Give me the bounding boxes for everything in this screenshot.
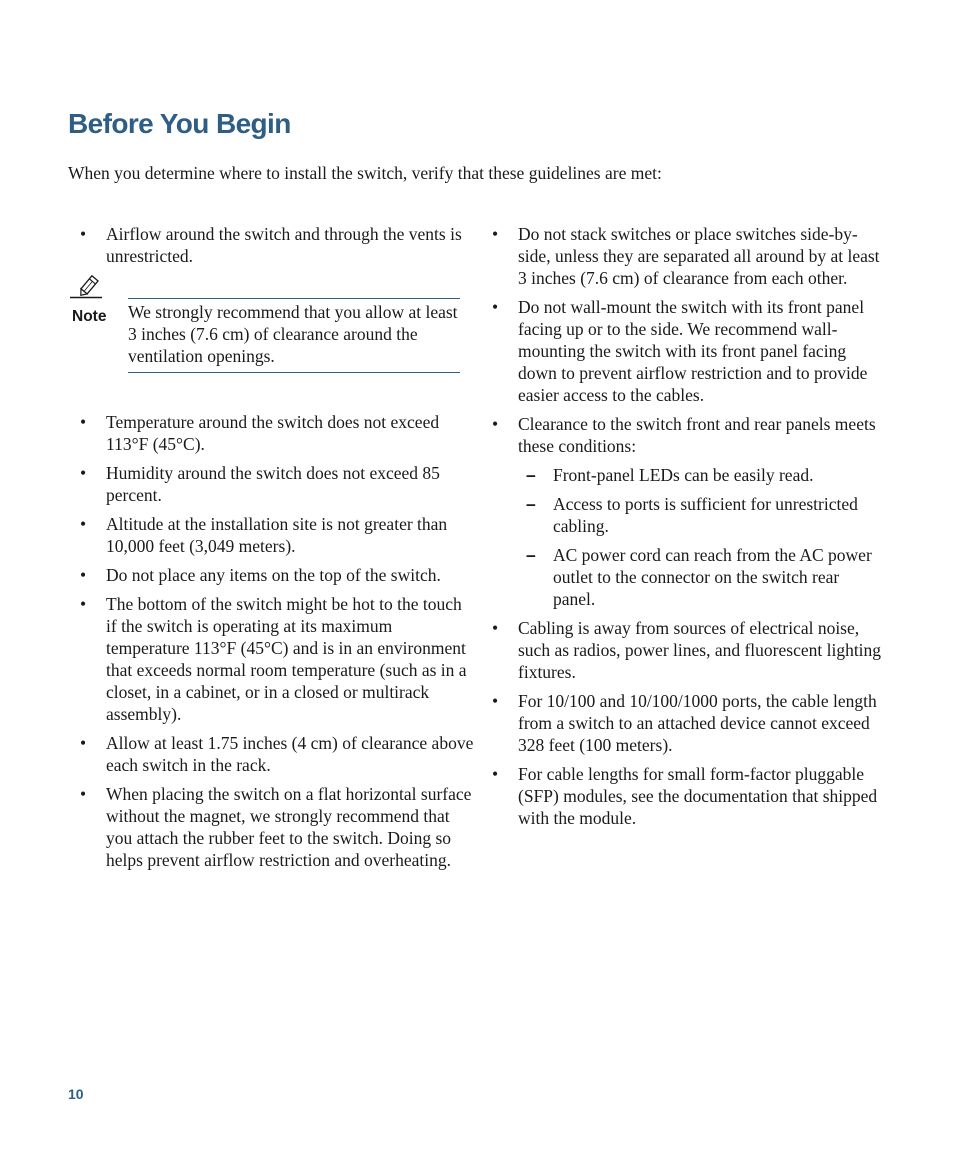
list-item xyxy=(80,593,475,725)
bullet-icon: • xyxy=(80,463,87,483)
list-item-text: Cabling is away from sources of electrical noise, such as radios, power lines, and fluorescent lighting fixtures. xyxy=(518,618,882,682)
list-item-text: Do not wall-mount the switch with its front panel facing up or to the side. We recommend wall-mounting the switch with its front panel facing down to prevent airflow restriction and to provide easier access to the cables. xyxy=(518,297,868,405)
sub-list-item-text: AC power cord can reach from the AC power outlet to the connector on the switch rear panel. xyxy=(553,545,872,609)
bullet-icon: • xyxy=(80,594,87,614)
dash-icon: – xyxy=(526,494,536,514)
list-item-text: For 10/100 and 10/100/1000 ports, the cable length from a switch to an attached device cannot exceed 328 feet (100 meters). xyxy=(518,691,877,755)
bullet-icon: • xyxy=(80,565,87,585)
clearance-conditions-list xyxy=(518,464,882,610)
list-item-text: The bottom of the switch might be hot to the touch if the switch is operating at its maximum temperature 113°F (45°C) and is in an environment that exceeds normal room temperature (such as in a closet, in a cabinet, or in a closed or multirack assembly). xyxy=(106,594,467,724)
bullet-icon: • xyxy=(492,297,499,317)
note-text: We strongly recommend that you allow at least 3 inches (7.6 cm) of clearance around the ventilation openings. xyxy=(128,298,460,373)
sub-list-item-text: Front-panel LEDs can be easily read. xyxy=(553,465,814,485)
list-item xyxy=(80,783,475,871)
list-item xyxy=(80,732,475,776)
sub-list-item xyxy=(518,464,882,486)
left-bullet-list-continued xyxy=(80,411,475,871)
list-item xyxy=(80,462,475,506)
sub-list-item-text: Access to ports is sufficient for unrestricted cabling. xyxy=(553,494,858,536)
note-box xyxy=(68,275,475,393)
list-item xyxy=(80,411,475,455)
dash-icon: – xyxy=(526,545,536,565)
bullet-icon: • xyxy=(492,764,499,784)
left-bullet-list xyxy=(80,223,475,267)
list-item-text: Humidity around the switch does not exceed 85 percent. xyxy=(106,463,440,505)
sub-list-item xyxy=(518,544,882,610)
list-item-text: When placing the switch on a flat horizontal surface without the magnet, we strongly recommend that you attach the rubber feet to the switch. Doing so helps prevent airflow restriction and overheating. xyxy=(106,784,472,870)
bullet-icon: • xyxy=(492,224,499,244)
list-item-text: For cable lengths for small form-factor pluggable (SFP) modules, see the documentation that shipped with the module. xyxy=(518,764,878,828)
list-item-text: Altitude at the installation site is not greater than 10,000 feet (3,049 meters). xyxy=(106,514,448,556)
list-item xyxy=(492,690,882,756)
bullet-icon: • xyxy=(492,618,499,638)
list-item xyxy=(492,763,882,829)
list-item xyxy=(492,223,882,289)
dash-icon: – xyxy=(526,465,536,485)
page-title: Before You Begin xyxy=(68,108,291,139)
list-item-text: Airflow around the switch and through the vents is unrestricted. xyxy=(106,224,462,266)
bullet-icon: • xyxy=(80,733,87,753)
pencil-note-icon xyxy=(68,275,104,301)
bullet-icon: • xyxy=(492,691,499,711)
bullet-icon: • xyxy=(492,414,499,434)
list-item xyxy=(492,617,882,683)
right-column xyxy=(492,223,882,836)
list-item xyxy=(80,564,475,586)
list-item xyxy=(80,223,475,267)
list-item xyxy=(492,413,882,610)
page-number: 10 xyxy=(68,1086,84,1102)
list-item-text: Temperature around the switch does not exceed 113°F (45°C). xyxy=(106,412,440,454)
list-item-text: Do not place any items on the top of the switch. xyxy=(106,565,441,585)
right-bullet-list xyxy=(492,223,882,829)
sub-list-item xyxy=(518,493,882,537)
bullet-icon: • xyxy=(80,224,87,244)
list-item-text: Allow at least 1.75 inches (4 cm) of clearance above each switch in the rack. xyxy=(106,733,474,775)
bullet-icon: • xyxy=(80,412,87,432)
list-item-text: Clearance to the switch front and rear panels meets these conditions: xyxy=(518,414,876,456)
left-column xyxy=(72,223,475,878)
note-label: Note xyxy=(72,308,107,325)
bullet-icon: • xyxy=(80,514,87,534)
list-item xyxy=(492,296,882,406)
list-item-text: Do not stack switches or place switches side-by-side, unless they are separated all around by at least 3 inches (7.6 cm) of clearance from each other. xyxy=(518,224,880,288)
bullet-icon: • xyxy=(80,784,87,804)
list-item xyxy=(80,513,475,557)
intro-paragraph: When you determine where to install the switch, verify that these guidelines are met: xyxy=(68,163,662,183)
